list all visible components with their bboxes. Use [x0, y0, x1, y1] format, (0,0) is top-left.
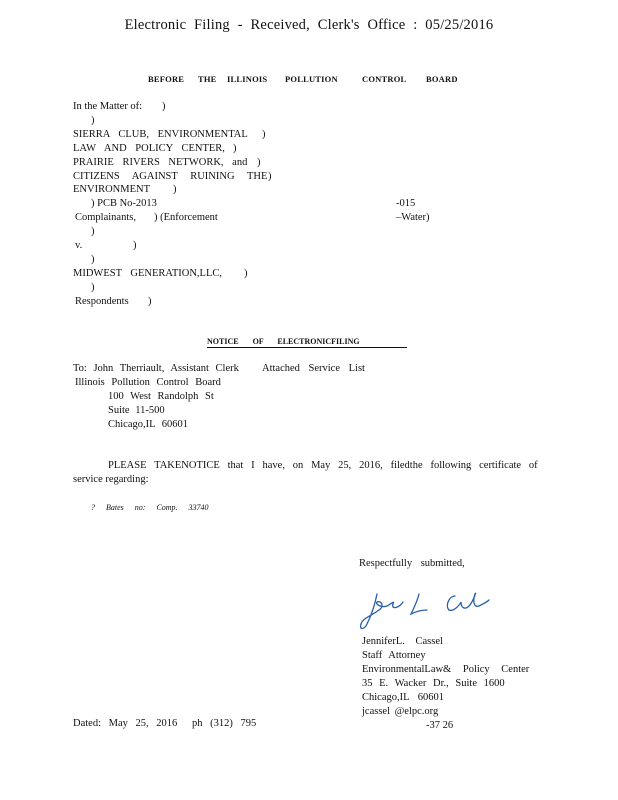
caption-paren: )	[91, 226, 95, 237]
dated-line: Dated: May 25, 2016	[73, 718, 178, 729]
notice-title: NOTICE OF ELECTRONICFILING	[207, 337, 407, 348]
versus-label: v.	[75, 240, 83, 251]
notice-body-line: service regarding:	[73, 474, 149, 485]
closing-line: Respectfully submitted,	[359, 558, 465, 569]
addressee-organization: Illinois Pollution Control Board	[75, 377, 221, 388]
enforcement-suffix: –Water)	[396, 212, 430, 223]
caption-paren: )	[133, 240, 137, 251]
complainant-line: CITIZENS AGAINST RUINING THE	[73, 171, 268, 182]
signature-stroke	[411, 594, 427, 614]
address-line: 100 West Randolph St	[108, 391, 214, 402]
handwritten-signature	[355, 580, 495, 636]
complainant-line: ENVIRONMENT	[73, 184, 150, 195]
caption-paren: )	[91, 254, 95, 265]
complainant-line: SIERRA CLUB, ENVIRONMENTAL	[73, 129, 248, 140]
enforcement-label: ) (Enforcement	[154, 212, 218, 223]
signature-stroke	[361, 594, 403, 629]
board-heading-word: THE	[198, 74, 217, 84]
to-addressee: To: John Therriault, Assistant Clerk	[73, 363, 239, 374]
caption-paren: )	[233, 143, 237, 154]
complainants-label: Complainants,	[75, 212, 136, 223]
board-heading-word: POLLUTION	[285, 74, 338, 84]
caption-paren: )	[257, 157, 261, 168]
caption-paren: )	[244, 268, 248, 279]
attached-service-list: Attached Service List	[262, 363, 365, 374]
signer-address: Chicago,IL 60601	[362, 692, 445, 703]
complainant-line: LAW AND POLICY CENTER,	[73, 143, 225, 154]
phone-line: ph (312) 795	[192, 718, 257, 729]
respondents-label: Respondents	[75, 296, 129, 307]
signer-phone-suffix: -37 26	[426, 720, 454, 731]
complainant-line: PRAIRIE RIVERS NETWORK, and	[73, 157, 248, 168]
board-heading-word: ILLINOIS	[227, 74, 268, 84]
caption-paren: )	[162, 101, 166, 112]
signer-title: Staff Attorney	[362, 650, 426, 661]
caption-paren: )	[262, 129, 266, 140]
signer-email: jcassel @elpc.org	[362, 706, 439, 717]
caption-paren: )	[91, 282, 95, 293]
notice-body-line: PLEASE TAKENOTICE that I have, on May 25, 2016, filedthe following certificate of	[108, 460, 538, 471]
board-heading-word: BOARD	[426, 74, 458, 84]
in-the-matter-label: In the Matter of:	[73, 101, 143, 112]
case-number-suffix: -015	[396, 198, 416, 209]
case-number: ) PCB No-2013	[91, 198, 157, 209]
regarding-item: ? Bates no: Comp. 33740	[91, 503, 209, 512]
signer-address: 35 E. Wacker Dr., Suite 1600	[362, 678, 505, 689]
respondent-name: MIDWEST GENERATION,LLC,	[73, 268, 223, 279]
signer-organization: EnvironmentalLaw& Policy Center	[362, 664, 530, 675]
filing-stamp-header: Electronic Filing - Received, Clerk's Office : 05/25/2016	[124, 17, 494, 33]
address-line: Chicago,IL 60601	[108, 419, 189, 430]
signer-name: JenniferL. Cassel	[362, 636, 443, 647]
address-line: Suite 11-500	[108, 405, 165, 416]
caption-paren: )	[91, 115, 95, 126]
caption-paren: )	[173, 184, 177, 195]
caption-paren: )	[148, 296, 152, 307]
board-heading-word: CONTROL	[362, 74, 407, 84]
caption-paren: )	[268, 171, 272, 182]
board-heading-word: BEFORE	[148, 74, 185, 84]
signature-stroke	[447, 593, 489, 610]
